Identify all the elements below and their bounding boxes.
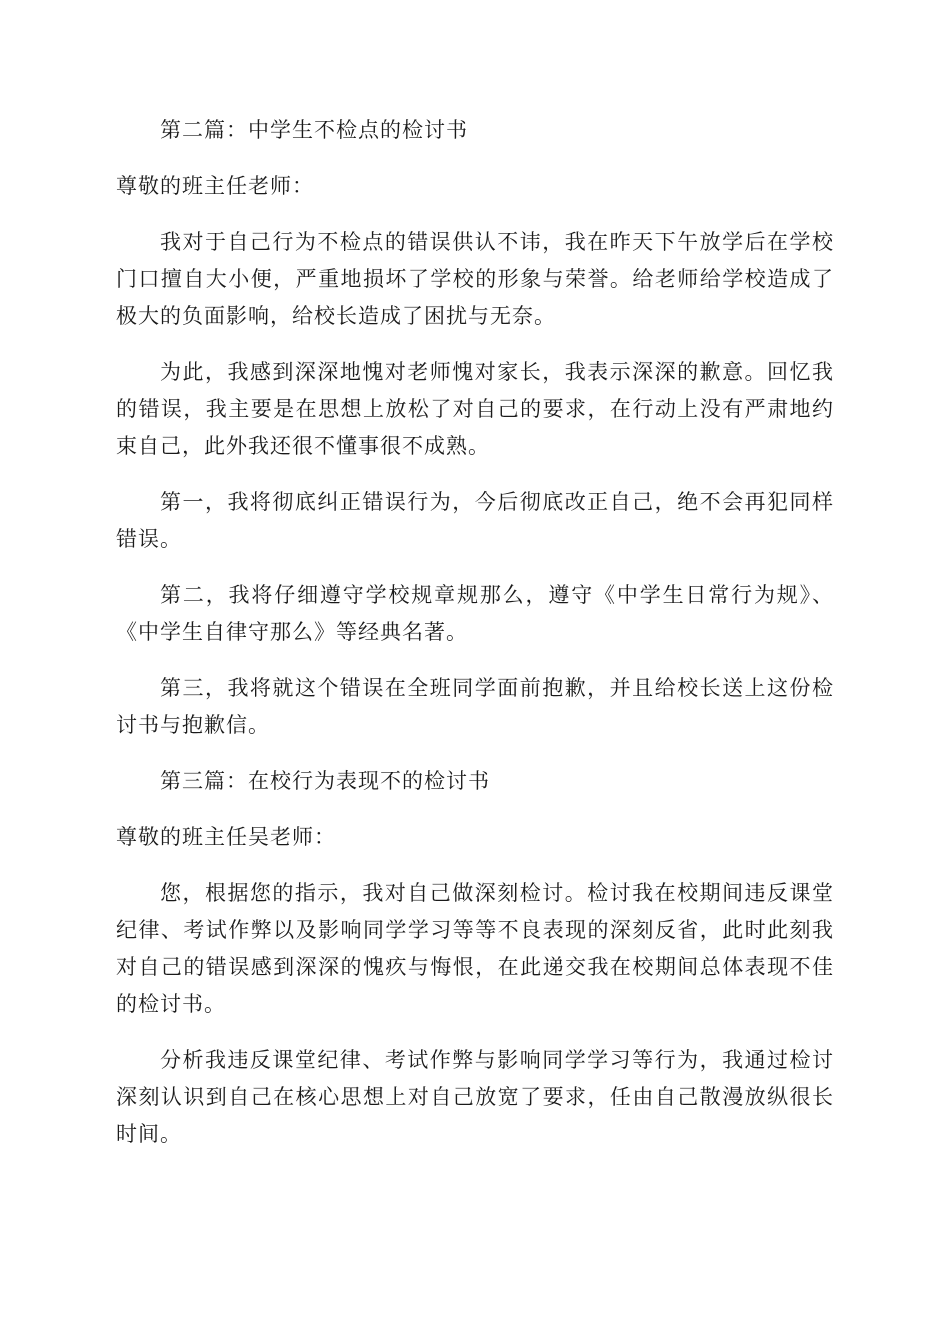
section-heading-3: 第三篇：在校行为表现不的检讨书 [160,769,490,793]
body-paragraph: 为此，我感到深深地愧对老师愧对家长，我表示深深的歉意。回忆我的错误，我主要是在思想上放松了对自己的要求，在行动上没有严肃地约束自己，此外我还很不懂事很不成熟。 [116,360,834,458]
body-paragraph: 第二，我将仔细遵守学校规章规那么，遵守《中学生日常行为规》、《中学生自律守那么》等经典名著。 [116,583,834,644]
section-heading-2: 第二篇：中学生不检点的检讨书 [160,118,468,142]
body-paragraph: 分析我违反课堂纪律、考试作弊与影响同学学习等行为，我通过检讨深刻认识到自己在核心思想上对自己放宽了要求，任由自己散漫放纵很长时间。 [116,1048,834,1146]
body-paragraph: 您，根据您的指示，我对自己做深刻检讨。检讨我在校期间违反课堂纪律、考试作弊以及影响同学学习等等不良表现的深刻反省，此时此刻我对自己的错误感到深深的愧疚与悔恨，在此递交我在校期间总体表现不佳的检讨书。 [116,881,834,1016]
body-paragraph: 第三，我将就这个错误在全班同学面前抱歉，并且给校长送上这份检讨书与抱歉信。 [116,676,834,737]
body-paragraph: 我对于自己行为不检点的错误供认不讳，我在昨天下午放学后在学校门口擅自大小便，严重地损坏了学校的形象与荣誉。给老师给学校造成了极大的负面影响，给校长造成了困扰与无奈。 [116,230,834,328]
document-page [116,112,834,1172]
salutation: 尊敬的班主任老师： [116,174,314,198]
body-paragraph: 第一，我将彻底纠正错误行为，今后彻底改正自己，绝不会再犯同样错误。 [116,490,834,551]
salutation: 尊敬的班主任吴老师： [116,825,336,849]
